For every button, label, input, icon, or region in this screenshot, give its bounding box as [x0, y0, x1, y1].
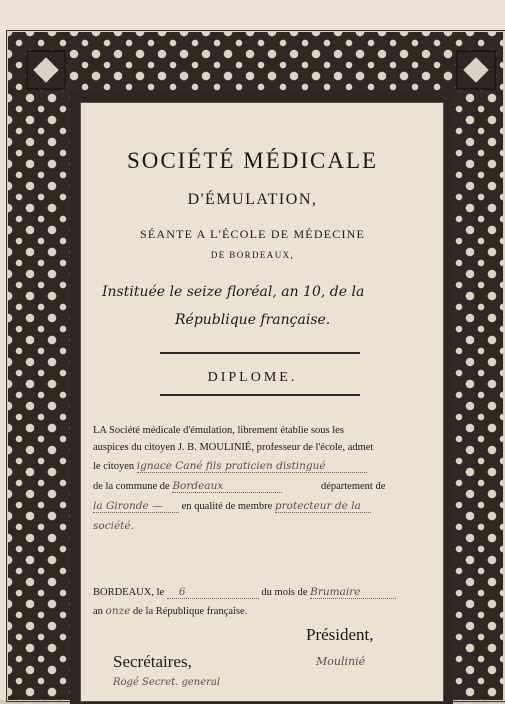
society-subtitle: D'ÉMULATION,	[187, 191, 318, 208]
date-prefix: BORDEAUX, le	[93, 587, 165, 598]
body-line-3-prefix: le citoyen	[93, 461, 135, 472]
corner-ornament-right	[456, 50, 496, 90]
membership-label: en qualité de membre	[181, 501, 273, 512]
commune-label: de la commune de	[93, 481, 170, 492]
divider-bottom	[160, 394, 360, 396]
year-suffix: de la République française.	[133, 606, 248, 617]
society-title: SOCIÉTÉ MÉDICALE	[126, 148, 379, 173]
divider-top	[160, 352, 360, 354]
president-label: Président,	[306, 625, 374, 644]
department-label: département de	[320, 481, 386, 492]
membership-value: protecteur de la	[275, 500, 371, 513]
republic-line: République française.	[175, 312, 331, 328]
department-value: la Gironde —	[93, 500, 179, 513]
date-line	[93, 586, 396, 599]
diploma-heading: DIPLOME.	[207, 370, 298, 385]
date-month: Brumaire	[310, 586, 396, 599]
body-line-1: LA Société médicale d'émulation, librement établie sous les	[93, 425, 344, 436]
date-day: 6	[167, 586, 259, 599]
body-line-2: auspices du citoyen J. B. MOULINIÉ, professeur de l'école, admet	[93, 442, 374, 453]
body-line-5	[93, 500, 371, 513]
president-signature: Moulinié	[316, 655, 366, 668]
candidate-name: ignace Cané fils praticien distingué	[137, 460, 367, 473]
body-line-4	[93, 480, 385, 493]
date-line-2	[93, 605, 247, 617]
secretaries-label: Secrétaires,	[113, 652, 192, 671]
corner-ornament-left	[26, 50, 66, 90]
membership-value-cont: société.	[93, 520, 134, 532]
commune-value: Bordeaux	[172, 480, 282, 493]
founding-line: Instituée le seize floréal, an 10, de la	[102, 284, 365, 300]
body-line-6	[93, 520, 134, 532]
body-line-3	[93, 460, 367, 473]
year-prefix: an	[93, 606, 103, 617]
secretary-signature: Rogé Secret. general	[113, 677, 221, 688]
year-value: onze	[105, 605, 131, 617]
city-line: DE BORDEAUX,	[210, 250, 295, 260]
school-line: SÉANTE A L'ÉCOLE DE MÉDECINE	[139, 227, 366, 241]
date-month-label: du mois de	[261, 587, 308, 598]
